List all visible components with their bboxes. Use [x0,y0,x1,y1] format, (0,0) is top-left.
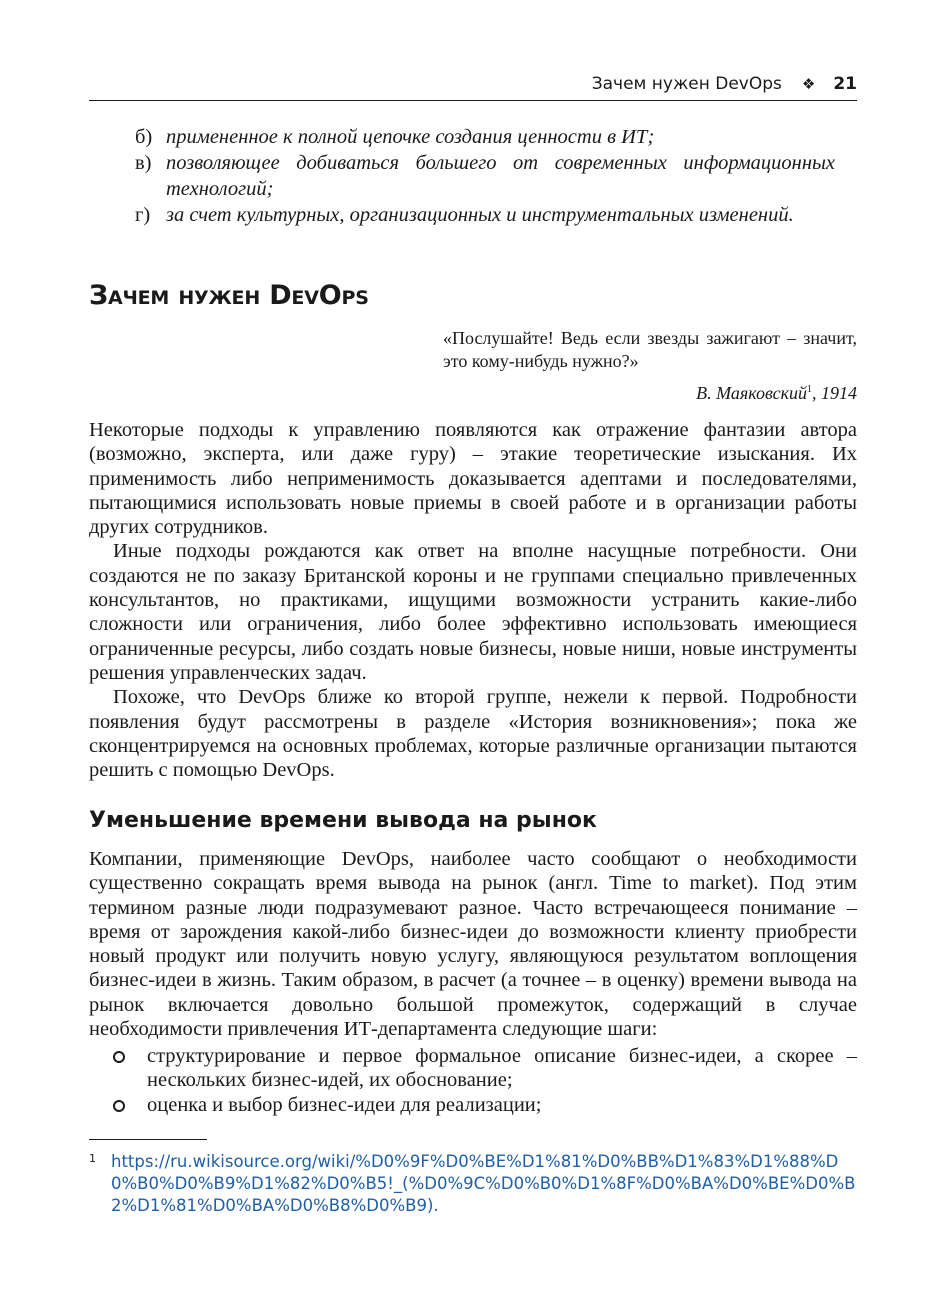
list-item-letter: б) [135,126,153,148]
paragraph: Иные подходы рождаются как ответ на вполне насущные потребности. Они создаются не по заказу Британской короны и не группами специально привлеченных консультантов, но практиками, ищущими возможности устранить какие-либо сложности или ограничения, либо более эффективно использовать имеющиеся ограниченные ресурсы, либо создать новые бизнесы, новые ниши, новые инструменты решения управленческих задач. [89,540,857,684]
bullet-circle-icon [89,1093,147,1117]
subsection-body [89,847,857,1041]
epigraph-quote: «Послушайте! Ведь если звезды зажигают – значит, это кому-нибудь нужно?» [443,328,857,371]
footnote-divider [89,1139,207,1140]
page-number: 21 [833,74,857,94]
footnote [89,1151,857,1217]
list-item-letter: г) [135,204,151,226]
list-item-text: позволяющее добиваться большего от современных информационных технологий; [166,152,835,200]
running-header-title: Зачем нужен DevOps [591,74,782,94]
list-item-text: за счет культурных, организационных и инструментальных изменений. [166,204,794,226]
bullet-text: структурирование и первое формальное описание бизнес-идеи, а скорее – нескольких бизнес-идей, их обоснование; [147,1045,857,1092]
bullet-text: оценка и выбор бизнес-идеи для реализации; [147,1093,542,1116]
subsection-heading: Уменьшение времени вывода на рынок [89,808,597,833]
lettered-list [135,124,835,228]
list-item [135,150,835,202]
ornament-icon: ❖ [801,75,816,93]
running-header [89,68,857,101]
section-heading: Зачем нужен DevOps [89,280,369,311]
bullet-list [89,1044,857,1117]
epigraph-author: В. Маяковский [696,383,807,403]
paragraph: Некоторые подходы к управлению появляются как отражение фантазии автора (возможно, эксперта, или даже гуру) – этакие теоретические изыскания. Их применимость либо неприменимость доказывается адептами и последователями, пытающимися использовать новые приемы в своей работе и в организации работы других сотрудников. [89,419,857,539]
footnote-link[interactable]: https://ru.wikisource.org/wiki/%D0%9F%D0%BE%D1%81%D0%BB%D1%83%D1%88%D0%B0%D0%B9%D1%82%D0%B5!_(%D0%9C%D0%B0%D1%8F%D0%BA%D0%BE%D0%B2%D1%81%D0%BA%D0%B8%D0%B9). [111,1152,856,1215]
list-item-text: примененное к полной цепочке создания ценности в ИТ; [166,126,655,148]
bullet-item [89,1093,857,1117]
bullet-circle-icon [89,1044,147,1093]
bullet-item [89,1044,857,1093]
section-body [89,418,857,782]
footnote-reference[interactable]: 1 [807,384,812,395]
epigraph-year: , 1914 [812,383,857,403]
footnote-number: 1 [89,1152,96,1165]
paragraph: Похоже, что DevOps ближе ко второй группе, нежели к первой. Подробности появления будут рассмотрены в разделе «История возникновения»; пока же сконцентрируемся на основных проблемах, которые различные организации пытаются решить с помощью DevOps. [89,686,857,782]
list-item [135,124,835,150]
epigraph [443,327,857,405]
paragraph: Компании, применяющие DevOps, наиболее часто сообщают о необходимости существенно сокращать время вывода на рынок (англ. Time to market). Под этим термином разные люди подразумевают разное. Часто встречающееся понимание – время от зарождения какой-либо бизнес-идеи до возможности клиенту приобрести новый продукт или получить новую услугу, являющуюся результатом воплощения бизнес-идеи в жизнь. Таким образом, в расчет (а точнее – в оценку) времени вывода на рынок включается довольно большой промежуток, содержащий в случае необходимости привлечения ИТ-департамента следующие шаги: [89,848,857,1041]
list-item-letter: в) [135,152,152,174]
list-item [135,202,835,228]
epigraph-attribution [443,378,857,405]
